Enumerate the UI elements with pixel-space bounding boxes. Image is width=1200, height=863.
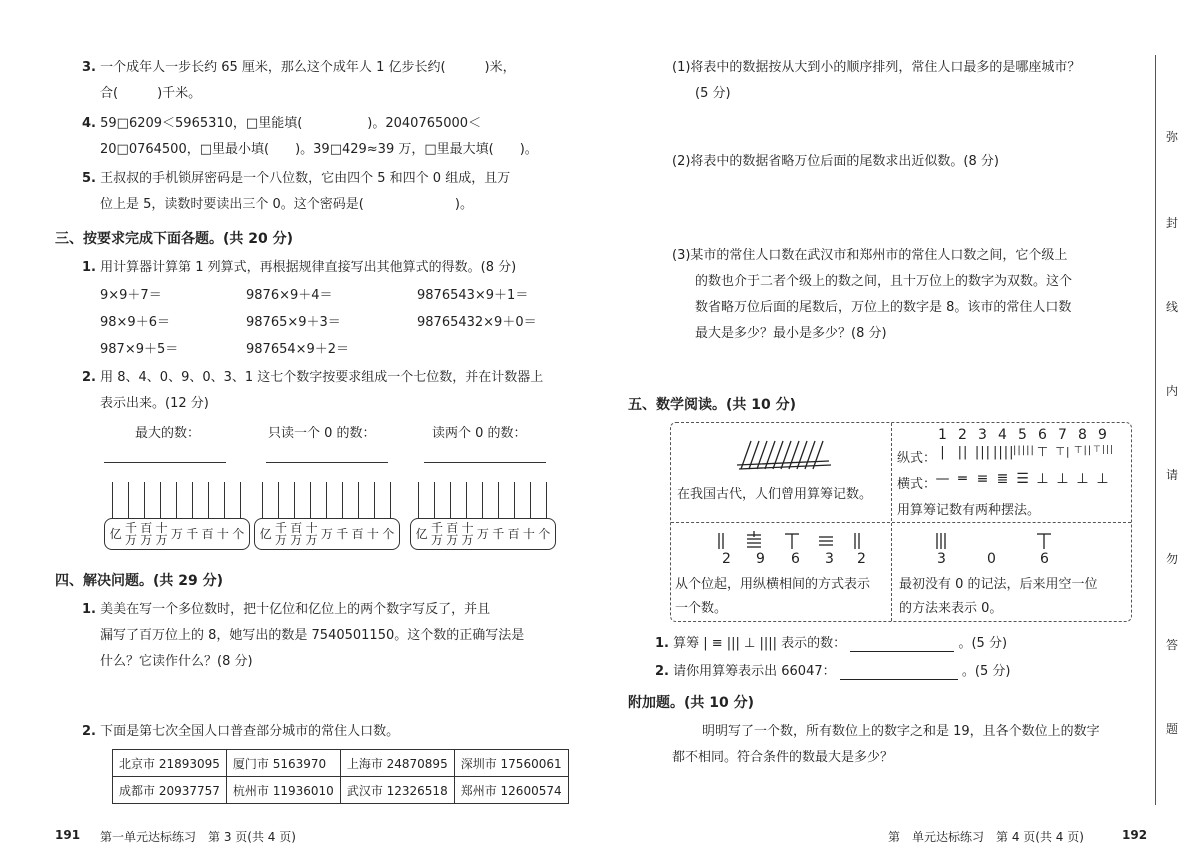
digit: 2 bbox=[722, 551, 732, 567]
question-text: 美美在写一个多位数时，把十亿位和亿位上的两个数字写反了，并且 bbox=[100, 602, 491, 617]
question-text-cont: 表示出来。(12 分) bbox=[100, 396, 209, 411]
rod-glyph: ⊤ bbox=[1036, 445, 1050, 460]
answer-line[interactable] bbox=[266, 462, 388, 463]
abacus-max bbox=[104, 462, 245, 558]
unit-label: 百万 bbox=[140, 521, 153, 547]
rod-glyph: || bbox=[957, 445, 969, 460]
question-text: 请你用算筹表示出 66047： bbox=[673, 664, 836, 679]
digit: 5 bbox=[1018, 427, 1028, 443]
section-3-q2 bbox=[82, 366, 543, 385]
part-3-cont: 数省略万位后面的尾数后，万位上的数字是 8。该市的常住人口数 bbox=[695, 300, 1072, 315]
part-1: (1)将表中的数据按从大到小的顺序排列，常住人口最多的是哪座城市？ bbox=[672, 60, 1081, 75]
question-text: 一个成年人一步长约 65 厘米，那么这个成年人 1 亿步长约( )米， bbox=[100, 60, 516, 75]
rod-glyph: ⊤| bbox=[1055, 445, 1071, 458]
unit-label: 十 bbox=[366, 527, 379, 541]
section-4-q2 bbox=[82, 720, 399, 739]
formula: 9×9＋7＝ bbox=[100, 288, 162, 303]
reading-text: 在我国古代，人们曾用算筹记数。 bbox=[677, 487, 873, 502]
footer-text-left: 第一单元达标练习 第 3 页(共 4 页) bbox=[100, 830, 296, 844]
abacus-label-two-zero: 读两个 0 的数： bbox=[432, 426, 527, 441]
part-3-cont: 的数也介于二者个级上的数之间，且十万位上的数字为双数。这个 bbox=[695, 274, 1073, 289]
table-cell: 厦门市 5163970 bbox=[226, 750, 340, 777]
question-4 bbox=[82, 112, 481, 131]
question-tail: 。(5 分) bbox=[958, 636, 1008, 651]
formula: 9876543×9＋1＝ bbox=[417, 288, 529, 303]
part-1-cont: (5 分) bbox=[695, 86, 731, 101]
question-text: 用 8、4、0、9、0、3、1 这七个数字按要求组成一个七位数，并在计数器上 bbox=[100, 370, 544, 385]
table-cell: 深圳市 17560061 bbox=[454, 750, 568, 777]
unit-label: 亿 bbox=[259, 527, 272, 541]
rod-glyph: ||| bbox=[974, 445, 992, 460]
rod-glyph: ═ bbox=[958, 471, 968, 487]
digit: 2 bbox=[857, 551, 867, 567]
seal-char: 内 bbox=[1166, 384, 1179, 398]
question-3 bbox=[82, 56, 516, 75]
section-4-q1 bbox=[82, 598, 490, 617]
formula: 987×9＋5＝ bbox=[100, 342, 179, 357]
rod-glyph: ⊥ bbox=[1076, 471, 1090, 487]
rod-glyph: ||||| bbox=[1013, 445, 1035, 456]
table-cell: 上海市 24870895 bbox=[340, 750, 454, 777]
digit: 2 bbox=[958, 427, 968, 443]
section-3-q1 bbox=[82, 256, 516, 275]
digit: 6 bbox=[1040, 551, 1050, 567]
reading-box bbox=[670, 422, 1132, 622]
section-5-title: 五、数学阅读。(共 10 分) bbox=[628, 397, 797, 413]
table-cell: 郑州市 12600574 bbox=[454, 777, 568, 804]
seal-line bbox=[1155, 55, 1156, 805]
question-4-cont: 20□0764500，□里最小填( )。39□429≈39 万，□里最大填( )。 bbox=[100, 142, 538, 157]
section-4-title: 四、解决问题。(共 29 分) bbox=[55, 573, 224, 589]
digit: 3 bbox=[937, 551, 947, 567]
digit: 6 bbox=[791, 551, 801, 567]
reading-text: 最初没有 0 的记法，后来用空一位 bbox=[899, 577, 1098, 592]
digit: 0 bbox=[987, 551, 997, 567]
unit-label: 十 bbox=[522, 527, 535, 541]
question-5 bbox=[82, 167, 510, 186]
digit: 9 bbox=[756, 551, 766, 567]
counting-rods-number-icon bbox=[711, 529, 871, 553]
divider bbox=[671, 522, 1131, 523]
population-table bbox=[112, 749, 569, 804]
rod-glyph: ⊤||| bbox=[1093, 445, 1114, 455]
extra-title: 附加题。(共 10 分) bbox=[628, 695, 755, 711]
question-number: 3. bbox=[82, 60, 96, 75]
digit: 9 bbox=[1098, 427, 1108, 443]
question-number: 2. bbox=[82, 370, 96, 385]
digit: 1 bbox=[938, 427, 948, 443]
unit-label: 十 bbox=[216, 527, 229, 541]
table-cell: 武汉市 12326518 bbox=[340, 777, 454, 804]
abacus-base bbox=[254, 518, 400, 550]
seal-char: 勿 bbox=[1166, 552, 1179, 566]
reading-text: 用算筹记数有两种摆法。 bbox=[897, 503, 1041, 518]
formula: 98×9＋6＝ bbox=[100, 315, 170, 330]
rod-glyph: ☰ bbox=[1016, 471, 1030, 487]
digit: 3 bbox=[978, 427, 988, 443]
question-text-cont: 漏写了百万位上的 8，她写出的数是 7540501150。这个数的正确写法是 bbox=[100, 628, 525, 643]
unit-label: 个 bbox=[538, 527, 551, 541]
unit-label: 万 bbox=[320, 527, 333, 541]
part-3-cont: 最大是多少？最小是多少？(8 分) bbox=[695, 326, 887, 341]
question-text: 王叔叔的手机锁屏密码是一个八位数，它由四个 5 和四个 0 组成，且万 bbox=[100, 171, 511, 186]
seal-char: 线 bbox=[1166, 300, 1179, 314]
abacus-two-zero bbox=[410, 462, 551, 558]
question-5-cont: 位上是 5，读数时要读出三个 0。这个密码是( )。 bbox=[100, 197, 473, 212]
digit: 3 bbox=[825, 551, 835, 567]
unit-label: 百 bbox=[201, 527, 214, 541]
question-number: 1. bbox=[82, 260, 96, 275]
digit-row bbox=[933, 427, 1113, 443]
unit-label: 个 bbox=[382, 527, 395, 541]
formula: 9876×9＋4＝ bbox=[246, 288, 333, 303]
footer-text-right: 第 单元达标练习 第 4 页(共 4 页) bbox=[888, 830, 1084, 844]
question-text: 下面是第七次全国人口普查部分城市的常住人口数。 bbox=[100, 724, 400, 739]
horizontal-rods bbox=[933, 471, 1113, 487]
answer-blank[interactable] bbox=[840, 664, 958, 680]
vertical-label: 纵式： bbox=[897, 451, 937, 466]
formula: 987654×9＋2＝ bbox=[246, 342, 350, 357]
table-cell: 北京市 21893095 bbox=[113, 750, 227, 777]
reading-text: 从个位起，用纵横相间的方式表示 bbox=[675, 577, 871, 592]
unit-label: 万 bbox=[476, 527, 489, 541]
rod-glyph: ≣ bbox=[996, 471, 1010, 487]
unit-label: 千万 bbox=[124, 521, 137, 547]
question-number: 1. bbox=[655, 636, 669, 651]
table-cell: 杭州市 11936010 bbox=[226, 777, 340, 804]
table-cell: 成都市 20937757 bbox=[113, 777, 227, 804]
footer-page-left: 191 bbox=[55, 828, 81, 842]
reading-q2 bbox=[655, 660, 1010, 680]
digit: 8 bbox=[1078, 427, 1088, 443]
unit-label: 个 bbox=[232, 527, 245, 541]
unit-label: 千 bbox=[336, 527, 349, 541]
part-2: (2)将表中的数据省略万位后面的尾数求出近似数。(8 分) bbox=[672, 154, 999, 169]
digit-row bbox=[711, 551, 877, 567]
rod-glyph: ⊥ bbox=[1036, 471, 1050, 487]
rod-glyph: ⊥ bbox=[1056, 471, 1070, 487]
unit-label: 百万 bbox=[290, 521, 303, 547]
digit-row bbox=[927, 551, 1063, 567]
unit-label: 千万 bbox=[274, 521, 287, 547]
digit: 6 bbox=[1038, 427, 1048, 443]
extra-text-cont: 都不相同。符合条件的数最大是多少？ bbox=[672, 750, 894, 765]
question-number: 2. bbox=[82, 724, 96, 739]
formula: 98765×9＋3＝ bbox=[246, 315, 341, 330]
unit-label: 千 bbox=[186, 527, 199, 541]
rod-glyph: ⊥ bbox=[1096, 471, 1110, 487]
abacus-base bbox=[410, 518, 556, 550]
rod-glyph: |||| bbox=[993, 445, 1015, 460]
abacus-one-zero bbox=[254, 462, 395, 558]
reading-text: 一个数。 bbox=[675, 601, 728, 616]
counting-rods-icon bbox=[733, 435, 843, 475]
seal-char: 题 bbox=[1166, 722, 1179, 736]
reading-q1 bbox=[655, 632, 1007, 652]
answer-line[interactable] bbox=[424, 462, 546, 463]
part-3: (3)某市的常住人口数在武汉市和郑州市的常住人口数之间，它个级上 bbox=[672, 248, 1068, 263]
unit-label: 千万 bbox=[430, 521, 443, 547]
reading-text: 的方法来表示 0。 bbox=[899, 601, 1003, 616]
question-text: 59□6209＜5965310，□里能填( )。2040765000＜ bbox=[100, 116, 482, 131]
answer-blank[interactable] bbox=[850, 636, 954, 652]
unit-label: 百 bbox=[351, 527, 364, 541]
rod-glyph: ≡ bbox=[976, 471, 990, 487]
question-number: 2. bbox=[655, 664, 669, 679]
unit-label: 十万 bbox=[461, 521, 474, 547]
rod-glyph: — bbox=[935, 471, 951, 487]
question-tail: 。(5 分) bbox=[961, 664, 1011, 679]
unit-label: 亿 bbox=[415, 527, 428, 541]
unit-label: 百 bbox=[507, 527, 520, 541]
unit-label: 千 bbox=[492, 527, 505, 541]
table-row bbox=[113, 750, 569, 777]
seal-char: 封 bbox=[1166, 216, 1179, 230]
footer-page-right: 192 bbox=[1122, 828, 1148, 842]
extra-text: 明明写了一个数，所有数位上的数字之和是 19，且各个数位上的数字 bbox=[702, 724, 1100, 739]
rod-glyph: ⊤|| bbox=[1073, 445, 1093, 456]
table-row bbox=[113, 777, 569, 804]
seal-char: 请 bbox=[1166, 468, 1179, 482]
question-3-cont: 合( )千米。 bbox=[100, 86, 202, 101]
question-text: 算筹 | ≡ ||| ⊥ |||| 表示的数： bbox=[673, 636, 847, 651]
abacus-label-max: 最大的数： bbox=[135, 426, 201, 441]
section-3-title: 三、按要求完成下面各题。(共 20 分) bbox=[55, 231, 294, 247]
seal-char: 答 bbox=[1166, 638, 1179, 652]
digit: 7 bbox=[1058, 427, 1068, 443]
abacus-base bbox=[104, 518, 250, 550]
horizontal-label: 横式： bbox=[897, 477, 937, 492]
question-number: 1. bbox=[82, 602, 96, 617]
unit-label: 万 bbox=[170, 527, 183, 541]
rod-glyph: | bbox=[940, 445, 946, 460]
counting-rods-306-icon bbox=[927, 529, 1087, 553]
question-number: 4. bbox=[82, 116, 96, 131]
abacus-label-one-zero: 只读一个 0 的数： bbox=[268, 426, 376, 441]
unit-label: 十万 bbox=[155, 521, 168, 547]
vertical-rods bbox=[933, 445, 1113, 460]
unit-label: 亿 bbox=[109, 527, 122, 541]
question-text: 用计算器计算第 1 列算式，再根据规律直接写出其他算式的得数。(8 分) bbox=[100, 260, 517, 275]
question-text-cont: 什么？它读作什么？(8 分) bbox=[100, 654, 253, 669]
answer-line[interactable] bbox=[104, 462, 226, 463]
formula: 98765432×9＋0＝ bbox=[417, 315, 537, 330]
seal-char: 弥 bbox=[1166, 130, 1179, 144]
unit-label: 百万 bbox=[446, 521, 459, 547]
unit-label: 十万 bbox=[305, 521, 318, 547]
question-number: 5. bbox=[82, 171, 96, 186]
digit: 4 bbox=[998, 427, 1008, 443]
